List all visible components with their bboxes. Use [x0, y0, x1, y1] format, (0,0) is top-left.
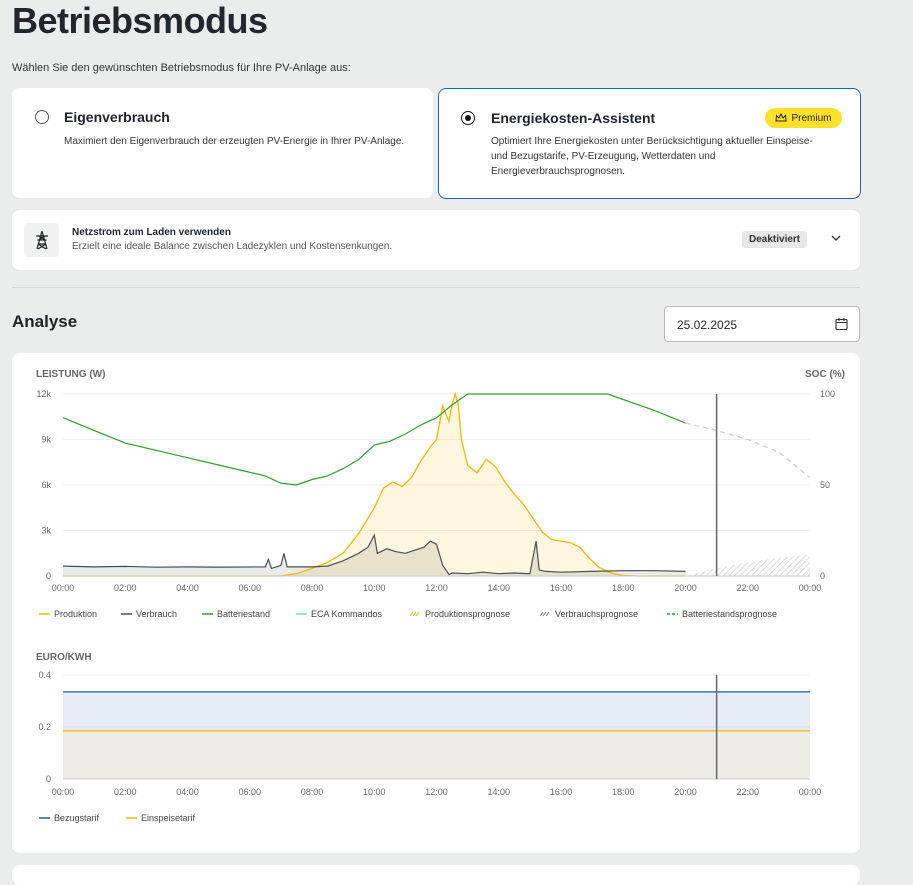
x-tick-label: 00:00	[798, 787, 822, 797]
tariff-band-einspeise	[63, 731, 810, 779]
grid-charging-description: Erzielt eine ideale Balance zwischen Ladezyklen und Kostensenkungen.	[72, 241, 393, 252]
mode-description-line: Energieverbrauchsprognosen.	[491, 166, 625, 177]
legend-item	[410, 609, 510, 619]
legend-label: Einspeisetarif	[141, 813, 196, 823]
y-axis-label: EURO/KWH	[36, 652, 92, 663]
premium-label: Premium	[791, 112, 832, 124]
y-axis-label: LEISTUNG (W)	[36, 369, 106, 380]
x-tick-label: 22:00	[736, 787, 760, 797]
y-tick-label: 12k	[36, 389, 51, 399]
x-tick-label: 02:00	[113, 583, 137, 593]
mode-description-line: und Bezugstarife, PV-Erzeugung, Wetterdaten und	[491, 151, 716, 162]
page-subtitle: Wählen Sie den gewünschten Betriebsmodus für Ihre PV-Anlage aus:	[12, 62, 351, 74]
tariff-band-bezug	[63, 692, 810, 731]
legend-item	[126, 813, 196, 823]
x-tick-label: 16:00	[549, 787, 573, 797]
legend-swatch	[410, 612, 419, 616]
x-tick-label: 04:00	[176, 583, 199, 593]
legend-label: Bezugstarif	[54, 813, 100, 823]
x-tick-label: 06:00	[238, 583, 262, 593]
mode-card-eigenverbrauch[interactable]	[12, 88, 433, 198]
legend-label: Produktionsprognose	[425, 609, 511, 619]
mode-title: Eigenverbrauch	[64, 109, 170, 125]
x-tick-label: 20:00	[674, 787, 697, 797]
y-tick-label: 3k	[41, 525, 51, 536]
x-tick-label: 14:00	[487, 787, 511, 797]
x-tick-label: 10:00	[362, 787, 386, 797]
x-tick-label: 06:00	[238, 787, 262, 797]
analysis-title: Analyse	[12, 312, 78, 331]
radio-energiekosten-assistent[interactable]	[461, 111, 475, 125]
analysis-chart-card	[12, 353, 860, 853]
x-tick-label: 20:00	[674, 583, 697, 593]
series-batteriestandsprognose	[686, 423, 811, 478]
legend-item	[296, 609, 383, 619]
chevron-down-icon[interactable]	[830, 232, 842, 244]
power-tower-icon	[24, 223, 59, 257]
y-tick-label: 0	[45, 571, 51, 581]
status-badge: Deaktiviert	[742, 231, 807, 248]
radio-eigenverbrauch[interactable]	[35, 110, 49, 124]
legend-item	[202, 609, 270, 619]
charts	[12, 353, 860, 853]
x-tick-label: 18:00	[611, 583, 635, 593]
y-tick-label: 6k	[41, 480, 51, 490]
x-tick-label: 18:00	[611, 787, 635, 797]
x-tick-label: 12:00	[425, 787, 448, 797]
x-tick-label: 08:00	[300, 583, 324, 593]
date-picker[interactable]	[664, 306, 860, 342]
legend-item	[540, 609, 638, 619]
legend-swatch	[540, 612, 549, 616]
y-tick-label: 0.4	[38, 670, 51, 680]
legend-label: Produktion	[54, 609, 98, 619]
premium-badge	[765, 108, 842, 128]
mode-card-energiekosten-assistent[interactable]	[438, 88, 861, 199]
legend-label: Verbrauchsprognose	[555, 609, 639, 619]
series-verbrauchsprognose	[686, 555, 811, 576]
x-tick-label: 08:00	[300, 787, 324, 797]
next-card	[12, 865, 860, 885]
x-tick-label: 00:00	[51, 583, 75, 593]
y2-axis-label: SOC (%)	[805, 369, 845, 380]
legend-label: Verbrauch	[136, 609, 178, 619]
x-tick-label: 00:00	[51, 787, 75, 797]
x-tick-label: 10:00	[362, 583, 386, 593]
mode-description: Maximiert den Eigenverbrauch der erzeugten PV-Energie in Ihrer PV-Anlage.	[64, 136, 405, 147]
y2-tick-label: 100	[820, 389, 836, 399]
legend-item	[39, 609, 97, 619]
divider	[12, 287, 860, 288]
x-tick-label: 02:00	[113, 787, 137, 797]
y2-tick-label: 0	[820, 571, 826, 581]
y-tick-label: 0.2	[38, 722, 51, 732]
y-tick-label: 0	[45, 774, 51, 784]
grid-charging-title: Netzstrom zum Laden verwenden	[72, 227, 231, 238]
page-title: Betriebsmodus	[12, 0, 268, 41]
calendar-icon[interactable]	[835, 317, 848, 331]
y2-tick-label: 50	[820, 480, 831, 490]
x-tick-label: 16:00	[549, 583, 573, 593]
x-tick-label: 04:00	[176, 787, 199, 797]
x-tick-label: 12:00	[425, 583, 448, 593]
x-tick-label: 22:00	[736, 583, 760, 593]
legend-item	[39, 813, 100, 823]
crown-icon	[775, 113, 787, 123]
y-tick-label: 9k	[41, 434, 51, 445]
date-value: 25.02.2025	[677, 318, 738, 332]
mode-title: Energiekosten-Assistent	[491, 110, 656, 126]
legend-label: Batteriestandsprognose	[682, 609, 778, 619]
legend-label: ECA Kommandos	[311, 609, 383, 619]
x-tick-label: 00:00	[798, 583, 822, 593]
legend-item	[121, 609, 177, 619]
x-tick-label: 14:00	[487, 583, 511, 593]
grid-charging-panel[interactable]	[12, 210, 860, 270]
legend-item	[667, 609, 777, 619]
legend-label: Batteriestand	[217, 609, 271, 619]
mode-description-line: Optimiert Ihre Energiekosten unter Berücksichtigung aktueller Einspeise-	[491, 136, 813, 147]
mode-description	[491, 134, 813, 179]
